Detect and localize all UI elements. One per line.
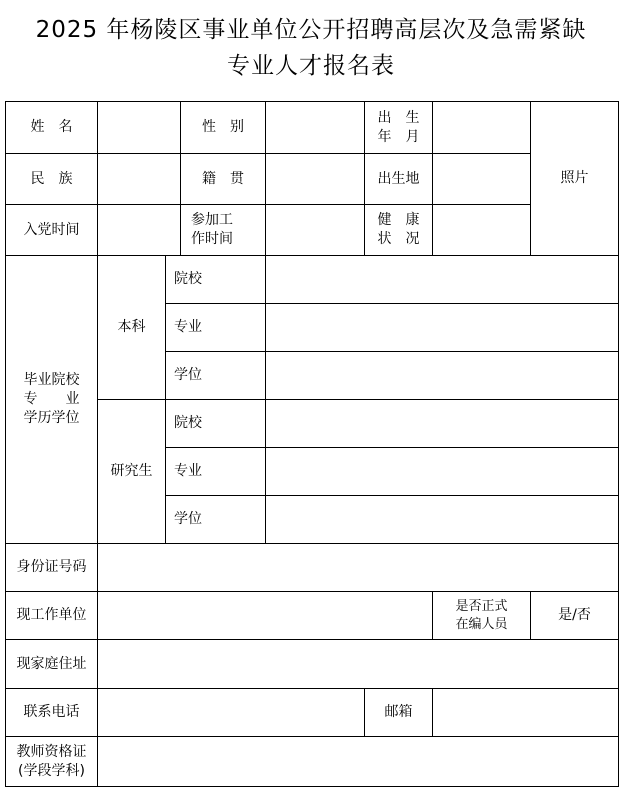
employer-label: 现工作单位 bbox=[6, 592, 98, 640]
education-label-line-1: 毕业院校 bbox=[23, 372, 80, 389]
teacher-cert-field[interactable] bbox=[98, 737, 619, 787]
formal-staff-label bbox=[433, 592, 531, 640]
formal-staff-label-line-1: 是否正式 bbox=[455, 598, 508, 614]
bachelor-label: 本科 bbox=[98, 256, 166, 400]
phone-field[interactable] bbox=[98, 689, 365, 737]
native-place-label: 籍 贯 bbox=[181, 154, 266, 205]
photo-label: 照片 bbox=[560, 170, 589, 187]
graduate-label: 研究生 bbox=[98, 400, 166, 544]
health-label-line-1: 健 康 bbox=[377, 212, 420, 229]
email-label: 邮箱 bbox=[365, 689, 433, 737]
formal-staff-field[interactable] bbox=[531, 592, 619, 640]
graduate-school-field[interactable] bbox=[266, 400, 619, 448]
birth-date-field[interactable] bbox=[433, 102, 531, 154]
health-label-line-2: 状 况 bbox=[377, 231, 420, 247]
education-label-line-3: 学历学位 bbox=[23, 409, 80, 426]
id-number-field[interactable] bbox=[98, 544, 619, 592]
registration-form-table bbox=[5, 101, 619, 787]
ethnicity-field[interactable] bbox=[98, 154, 181, 205]
graduate-degree-label: 学位 bbox=[166, 496, 266, 544]
work-start-label bbox=[181, 205, 266, 256]
bachelor-major-field[interactable] bbox=[266, 304, 619, 352]
birth-date-label-line-1: 出 生 bbox=[377, 109, 420, 126]
birth-date-label bbox=[365, 102, 433, 154]
bachelor-degree-field[interactable] bbox=[266, 352, 619, 400]
id-number-label: 身份证号码 bbox=[6, 544, 98, 592]
name-field[interactable] bbox=[98, 102, 181, 154]
graduate-major-field[interactable] bbox=[266, 448, 619, 496]
graduate-school-label: 院校 bbox=[166, 400, 266, 448]
name-label: 姓 名 bbox=[6, 102, 98, 154]
graduate-major-label: 专业 bbox=[166, 448, 266, 496]
gender-label: 性 别 bbox=[181, 102, 266, 154]
work-start-label-line-1: 参加工 bbox=[191, 212, 233, 229]
form-title-line-2: 专业人才报名表 bbox=[227, 53, 395, 79]
teacher-cert-label-line-2: (学段学科) bbox=[18, 762, 85, 779]
teacher-cert-label-line-1: 教师资格证 bbox=[16, 743, 87, 760]
bachelor-school-label: 院校 bbox=[166, 256, 266, 304]
birthplace-field[interactable] bbox=[433, 154, 531, 205]
graduate-degree-field[interactable] bbox=[266, 496, 619, 544]
bachelor-degree-label: 学位 bbox=[166, 352, 266, 400]
phone-label: 联系电话 bbox=[6, 689, 98, 737]
email-field[interactable] bbox=[433, 689, 619, 737]
bachelor-school-field[interactable] bbox=[266, 256, 619, 304]
form-title-line-1: 2025 年杨陵区事业单位公开招聘高层次及急需紧缺 bbox=[35, 17, 587, 43]
party-date-label: 入党时间 bbox=[6, 205, 98, 256]
address-label: 现家庭住址 bbox=[6, 640, 98, 689]
native-place-field[interactable] bbox=[266, 154, 365, 205]
education-label-line-2: 专 业 bbox=[23, 391, 80, 408]
education-label bbox=[6, 256, 98, 544]
birthplace-label: 出生地 bbox=[365, 154, 433, 205]
health-label bbox=[365, 205, 433, 256]
formal-staff-label-line-2: 在编人员 bbox=[455, 616, 508, 632]
photo-box[interactable] bbox=[531, 102, 619, 256]
gender-field[interactable] bbox=[266, 102, 365, 154]
formal-staff-value: 是/否 bbox=[558, 607, 591, 624]
work-start-label-line-2: 作时间 bbox=[191, 231, 233, 247]
teacher-cert-label bbox=[6, 737, 98, 787]
work-start-field[interactable] bbox=[266, 205, 365, 256]
bachelor-major-label: 专业 bbox=[166, 304, 266, 352]
employer-field[interactable] bbox=[98, 592, 433, 640]
party-date-field[interactable] bbox=[98, 205, 181, 256]
address-field[interactable] bbox=[98, 640, 619, 689]
ethnicity-label: 民 族 bbox=[6, 154, 98, 205]
birth-date-label-line-2: 年 月 bbox=[377, 128, 420, 145]
health-field[interactable] bbox=[433, 205, 531, 256]
